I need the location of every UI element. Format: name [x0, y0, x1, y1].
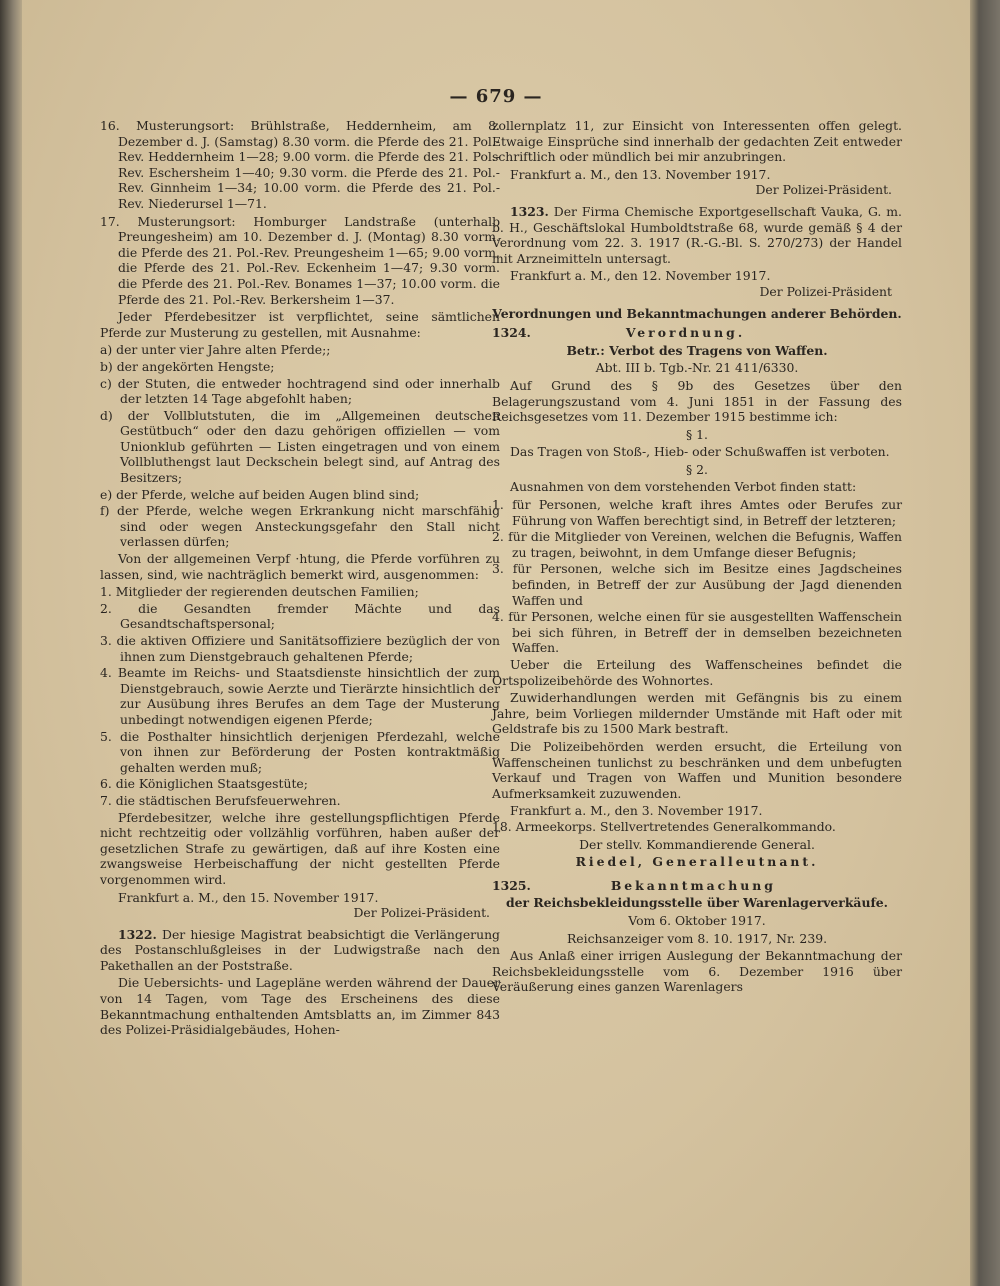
right-column	[492, 118, 902, 997]
paragraph-text: Ausnahmen von dem vorstehenden Verbot finden statt:	[510, 479, 857, 495]
exempt-intro: Von der allgemeinen Verpf ·htung, die Pferde vorführen zu lassen, sind, wie nachträglich bemerkt wird, ausgenommen:	[100, 551, 500, 582]
notice-title: Verordnung.	[625, 325, 746, 341]
notice-number: 1324.	[492, 325, 531, 341]
list-item: 6. die Königlichen Staatsgestüte;	[100, 776, 308, 792]
penalty-paragraph: Pferdebesitzer, welche ihre gestellungspflichtigen Pferde nicht rechtzeitig oder vollzählig vorführen, haben außer der gesetzlichen Strafe zu gewärtigen, daß auf ihre Kosten eine zwangsweise Herbeischaffung der nicht gestellten Pferde vorgenommen wird.	[100, 809, 500, 887]
page-edge	[970, 0, 1000, 1286]
document-page	[22, 0, 970, 1286]
signature: Der Polizei-Präsident.	[353, 905, 490, 921]
date-line: Frankfurt a. M., den 12. November 1917.	[510, 268, 771, 284]
general-line: Der stellv. Kommandierende General.	[579, 836, 815, 852]
entry-16: 16. Musterungsort: Brühlstraße, Heddernheim, am 8. Dezember d. J. (Samstag) 8.30 vorm. die Pferde des 21. Pol.-Rev. Heddernheim 1—28; 9.00 vorm. die Pferde des 21. Pol.-Rev. Eschersheim 1—40; 9.30 vorm. die Pferde des 21. Pol.-Rev. Ginnheim 1—34; 10.00 vorm. die Pferde des 21. Pol.-Rev. Niederursel 1—71.	[100, 118, 500, 211]
notice-1325-header	[492, 878, 902, 894]
list-item: a) der unter vier Jahre alten Pferde;;	[100, 342, 331, 358]
notice-subtitle: der Reichsbekleidungsstelle über Warenlagerverkäufe.	[505, 895, 888, 911]
notice-date: Vom 6. Oktober 1917.	[628, 912, 766, 928]
list-item: 4. für Personen, welche einen für sie ausgestellten Waffenschein bei sich führen, in Betreff der in demselben bezeichneten Waffen.	[492, 609, 902, 656]
notice-1322	[100, 927, 500, 974]
list-item: 7. die städtischen Berufsfeuerwehren.	[100, 792, 341, 808]
list-item: 2. für die Mitglieder von Vereinen, welchen die Befugnis, Waffen zu tragen, beiwohnt, in dem Umfange dieser Befugnis;	[492, 529, 902, 560]
subject-line: Betr.: Verbot des Tragens von Waffen.	[566, 342, 828, 358]
exceptions-list-b	[100, 584, 500, 808]
notice-number: 1323.	[510, 203, 549, 219]
list-item: d) der Vollblutstuten, die im „Allgemeinen deutschen Gestütbuch“ oder den dazu gehörigen offiziellen — vom Unionklub geführten — Listen eingetragen und von einem Vollbluthengst laut Deckschein belegt sind, auf Antrag des Besitzers;	[100, 407, 500, 486]
list-item: c) der Stuten, die entweder hochtragend sind oder innerhalb der letzten 14 Tage abgefohlt haben;	[100, 375, 500, 407]
entry-17: 17. Musterungsort: Homburger Landstraße (unterhalb Preungesheim) am 10. Dezember d. J. (Montag) 8.30 vorm. die Pferde des 21. Pol.-Rev. Preungesheim 1—65; 9.00 vorm. die Pferde des 21. Pol.-Rev. Eckenheim 1—47; 9.30 vorm. die Pferde des 21. Pol.-Rev. Bonames 1—37; 10.00 vorm. die Pferde des 21. Pol.-Rev. Berkersheim 1—37.	[100, 213, 500, 307]
list-item: b) der angekörten Hengste;	[100, 358, 275, 374]
paragraph-text: Ueber die Erteilung des Waffenscheines befindet die Ortspolizeibehörde des Wohnortes.	[492, 657, 902, 688]
notice-1323	[492, 204, 902, 266]
intro-paragraph: Auf Grund des § 9b des Gesetzes über den Belagerungszustand vom 4. Juni 1851 in der Fassung des Reichsgesetzes vom 11. Dezember 1915 bestimme ich:	[492, 377, 902, 425]
notice-1322-cont: Die Uebersichts- und Lagepläne werden während der Dauer von 14 Tagen, vom Tage des Erscheinens des diese Bekanntmachung enthaltenden Amtsblatts an, im Zimmer 843 des Polizei-Präsidialgebäudes, Hohen-	[100, 975, 500, 1038]
notice-title: Bekanntmachung	[610, 877, 776, 893]
paragraph-text: Zuwiderhandlungen werden mit Gefängnis bis zu einem Jahre, beim Vorliegen mildernder Umstände mit Haft oder mit Geldstrafe bis zu 1500 Mark bestraft.	[492, 690, 902, 737]
paragraph-text: Das Tragen von Stoß-, Hieb- oder Schußwaffen ist verboten.	[510, 444, 890, 460]
notice-1322-end: zollernplatz 11, zur Einsicht von Interessenten offen gelegt. Etwaige Einsprüche sind innerhalb der gedachten Zeit entweder schriftlich oder mündlich bei mir anzubringen.	[492, 118, 902, 165]
list-item: 1. für Personen, welche kraft ihres Amtes oder Berufes zur Führung von Waffen berechtigt sind, in Betreff der letzteren;	[492, 497, 902, 528]
paragraph-mark: § 1.	[686, 426, 708, 442]
exceptions-list-weapons	[492, 497, 902, 656]
date-line: Frankfurt a. M., den 3. November 1917.	[510, 803, 763, 819]
reference-line: Abt. III b. Tgb.-Nr. 21 411/6330.	[595, 360, 799, 376]
list-item: 5. die Posthalter hinsichtlich derjenigen Pferdezahl, welche von ihnen zur Beförderung der Posten kontraktmäßig gehalten werden muß;	[100, 728, 500, 775]
notice-number: 1322.	[118, 926, 157, 942]
left-column	[100, 118, 500, 1040]
signature: Der Polizei-Präsident.	[755, 182, 892, 198]
paragraph-mark: § 2.	[686, 461, 708, 477]
notice-1324-header	[492, 325, 902, 341]
signature: Riedel, Generalleutnant.	[575, 854, 819, 870]
page-number: — 679 —	[449, 86, 543, 107]
corps-line: 18. Armeekorps. Stellvertretendes Generalkommando.	[492, 818, 836, 834]
section-heading: Verordnungen und Bekanntmachungen anderer Behörden.	[492, 305, 902, 321]
book-spine	[0, 0, 22, 1286]
list-item: f) der Pferde, welche wegen Erkrankung nicht marschfähig sind oder wegen Ansteckungsgefahr den Stall nicht verlassen dürfen;	[100, 503, 500, 550]
date-line: Frankfurt a. M., den 15. November 1917.	[118, 889, 379, 905]
notice-number: 1325.	[492, 877, 531, 893]
list-item: e) der Pferde, welche auf beiden Augen blind sind;	[100, 486, 420, 502]
reference-line: Reichsanzeiger vom 8. 10. 1917, Nr. 239.	[566, 930, 828, 946]
list-item: 1. Mitglieder der regierenden deutschen Familien;	[100, 584, 419, 600]
duty-paragraph: Jeder Pferdebesitzer ist verpflichtet, seine sämtlichen Pferde zur Musterung zu gestellen, mit Ausnahme:	[100, 309, 500, 340]
notice-text: Der hiesige Magistrat beabsichtigt die Verlängerung des Postanschlußgleises in der Ludwigstraße nach den Pakethallen an der Poststraße.	[100, 926, 500, 973]
list-item: 3. die aktiven Offiziere und Sanitätsoffiziere bezüglich der von ihnen zum Dienstgebrauch gehaltenen Pferde;	[100, 633, 500, 664]
list-item: 2. die Gesandten fremder Mächte und das Gesandtschaftspersonal;	[100, 600, 500, 632]
paragraph-text: Aus Anlaß einer irrigen Auslegung der Bekanntmachung der Reichsbekleidungsstelle vom 6. Dezember 1916 über Veräußerung eines ganzen Warenlagers	[492, 948, 902, 995]
list-item: 3. für Personen, welche sich im Besitze eines Jagdscheines befinden, in Betreff der zur Ausübung der Jagd dienenden Waffen und	[492, 561, 902, 608]
date-line: Frankfurt a. M., den 13. November 1917.	[510, 166, 771, 182]
exceptions-list-a	[100, 342, 500, 550]
signature: Der Polizei-Präsident	[759, 283, 892, 299]
list-item: 4. Beamte im Reichs- und Staatsdienste hinsichtlich der zum Dienstgebrauch, sowie Aerzte und Tierärzte hinsichtlich der zur Ausübung ihres Berufes an dem Tage der Musterung unbedingt notwendigen eigenen Pferde;	[100, 665, 500, 727]
paragraph-text: Die Polizeibehörden werden ersucht, die Erteilung von Waffenscheinen tunlichst zu beschränken und dem unbefugten Verkauf und Tragen von Waffen und Munition besondere Aufmerksamkeit zuzuwenden.	[492, 738, 902, 801]
notice-text: Der Firma Chemische Exportgesellschaft Vauka, G. m. b. H., Geschäftslokal Humboldtstraße 68, wurde gemäß § 4 der Verordnung vom 22. 3. 1917 (R.-G.-Bl. S. 270/273) der Handel mit Arzneimitteln untersagt.	[492, 203, 902, 266]
